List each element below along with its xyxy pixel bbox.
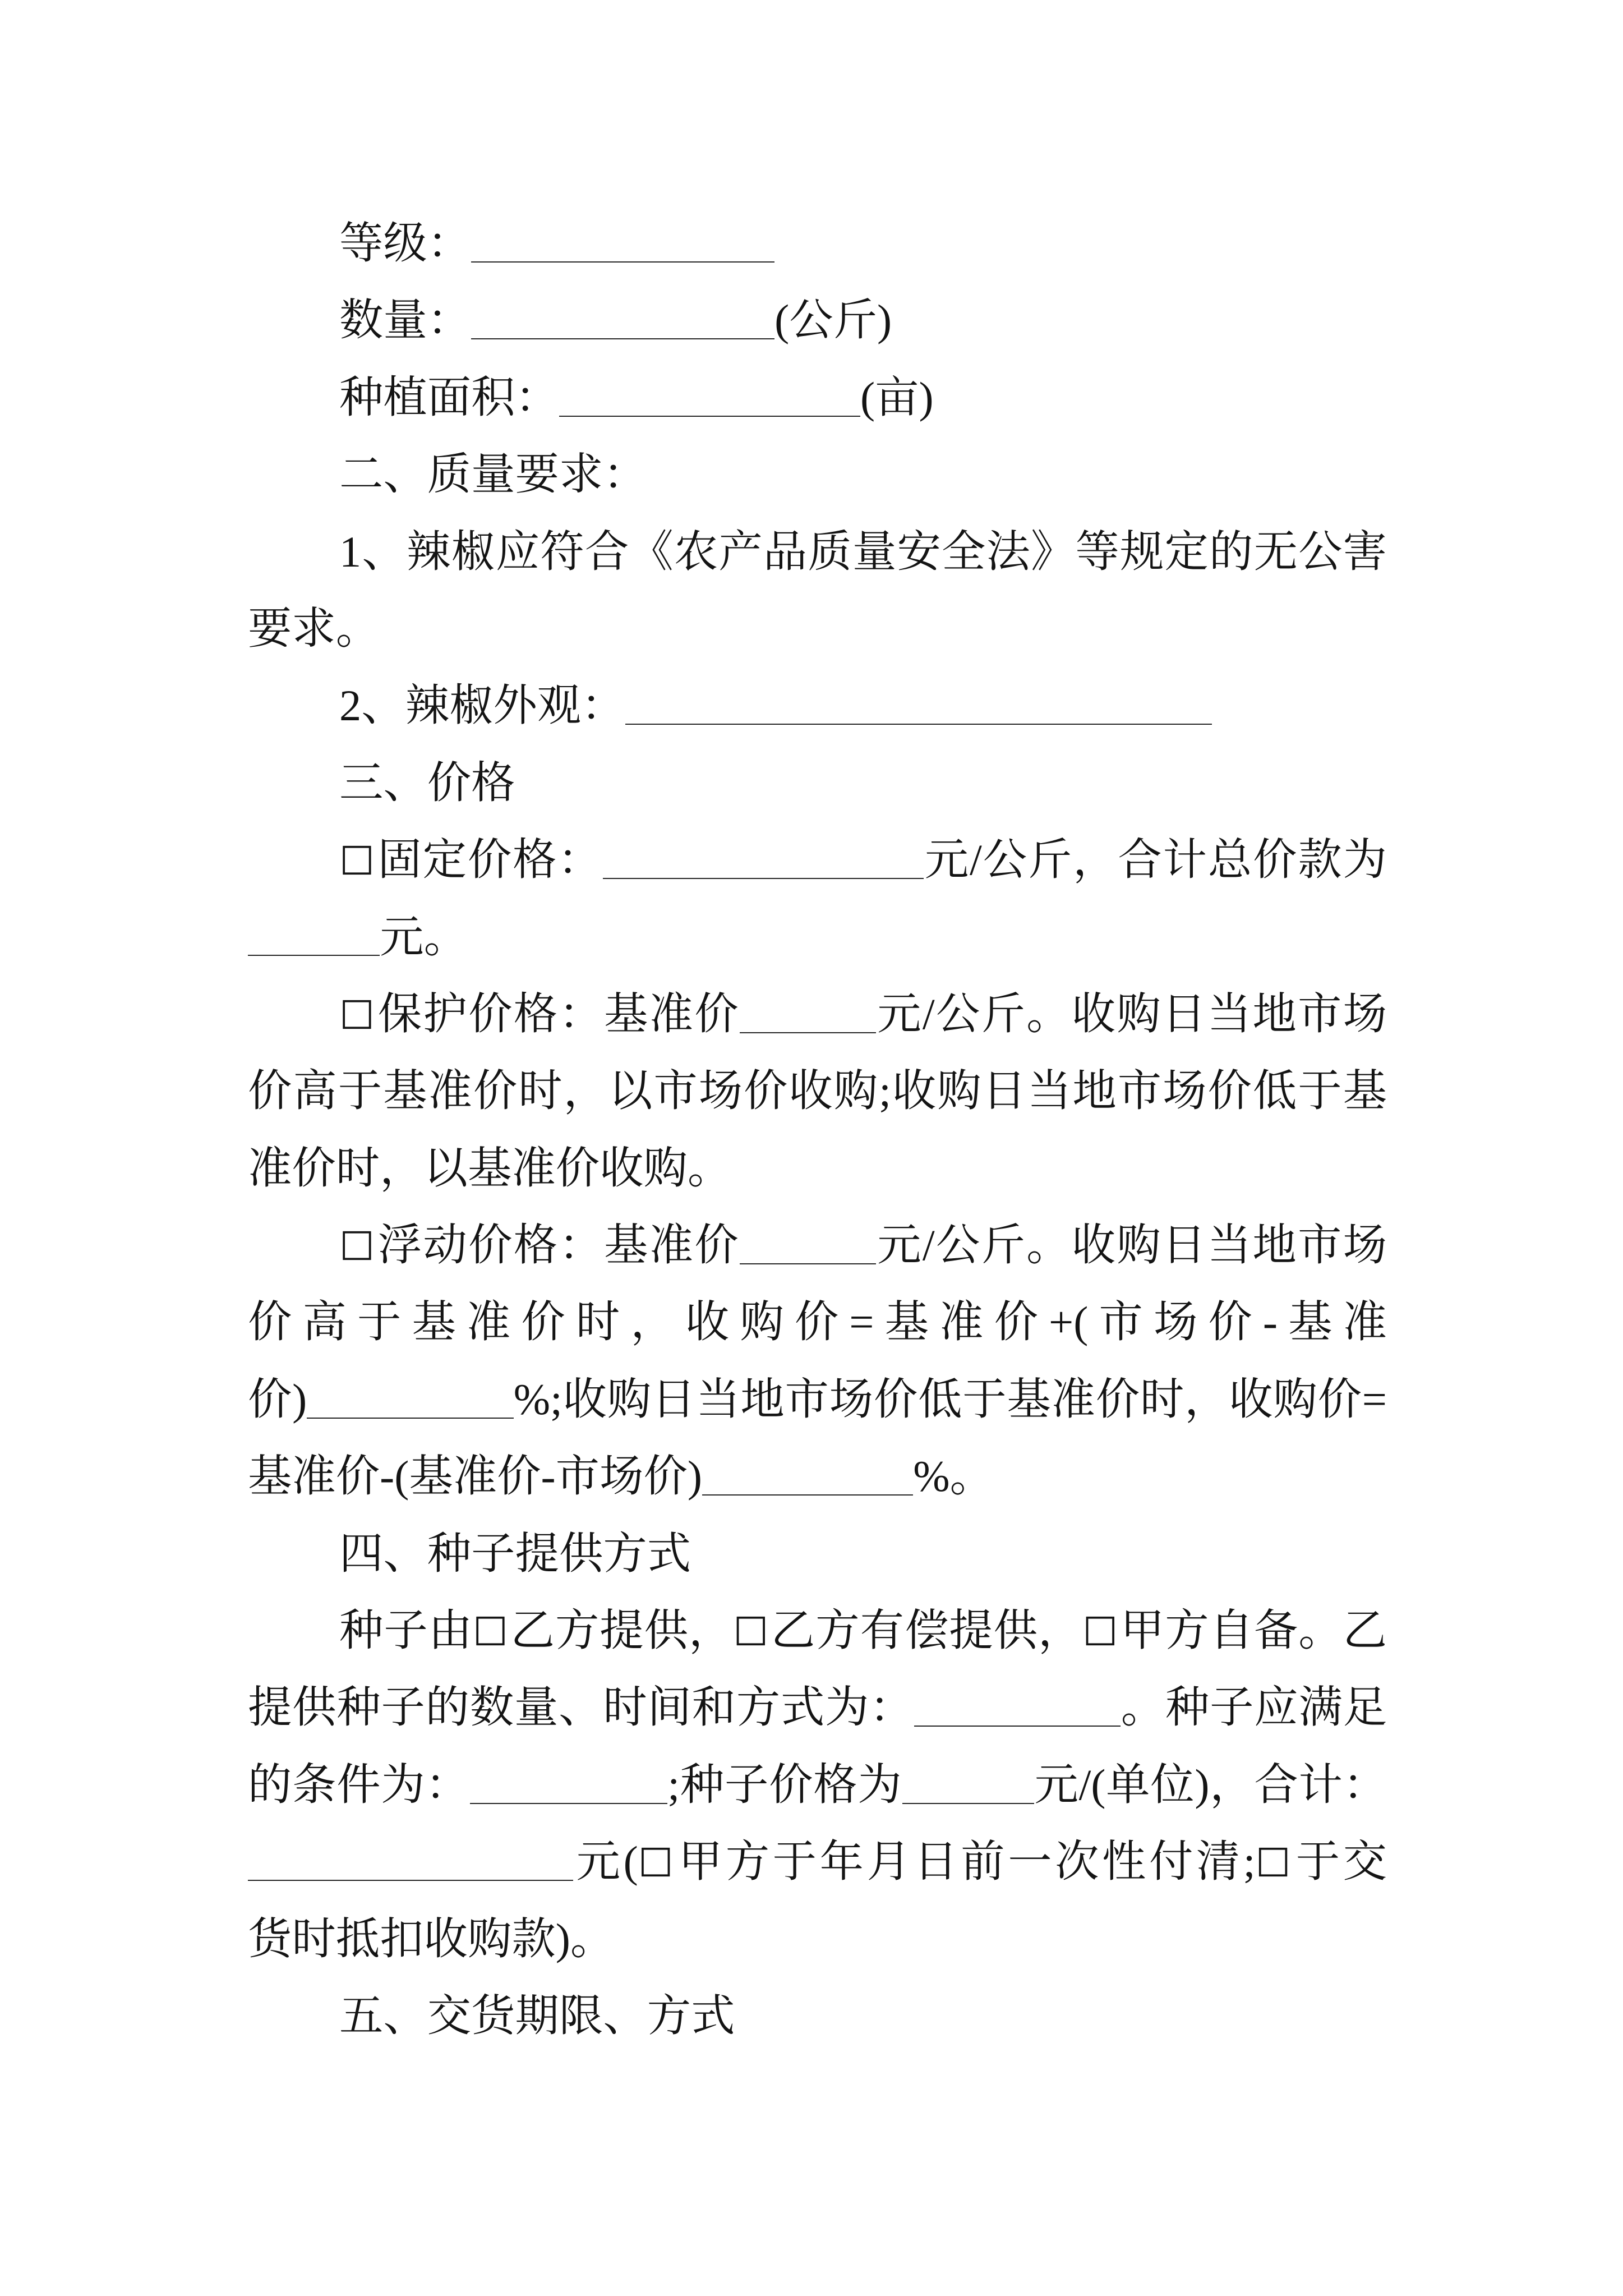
planting-area-label: 种植面积： (339, 372, 559, 422)
floating-price-line (248, 1207, 1387, 1283)
protected-price-label: 保护价格：基准价 (376, 989, 740, 1038)
seed-price-label: ;种子价格为 (667, 1760, 902, 1809)
quality-heading-text: 二、质量要求： (339, 450, 647, 499)
option-deduct-start: 于交 (1293, 1837, 1387, 1887)
checkbox-icon: ☐ (638, 1840, 674, 1887)
protected-price-text: 元/公斤。收购日当地市场 (875, 989, 1387, 1038)
seed-provider-continued-3 (248, 1823, 1387, 1900)
quality-item-1 (248, 513, 1387, 590)
planting-area-unit: (亩) (860, 372, 934, 422)
option-deduct-end: 货时抵扣收购款)。 (248, 1914, 615, 1963)
fixed-price-continued (248, 899, 1387, 976)
seed-provider-continued-1 (248, 1669, 1387, 1746)
checkbox-icon: ☐ (339, 992, 375, 1038)
option-party-a-self: 甲方自备。乙 (1119, 1606, 1387, 1655)
percent-blank-high (307, 1418, 513, 1419)
quantity-label: 数量： (339, 296, 472, 345)
seed-provider-continued-4 (248, 1901, 1387, 1977)
option-pay-once: 甲方于年月日前一次性付清; (675, 1837, 1256, 1887)
grade-label: 等级： (339, 219, 472, 268)
fixed-price-label: 固定价格： (376, 835, 603, 885)
fixed-price-blank (603, 878, 924, 879)
fixed-price-unit-text: 元/公斤，合计总价款为 (923, 835, 1387, 885)
floating-price-label: 浮动价格：基准价 (376, 1221, 740, 1270)
floating-price-continued-3 (248, 1438, 1387, 1515)
seed-heading-text: 四、种子提供方式 (339, 1529, 691, 1578)
protected-price-continued-2 (248, 1130, 1387, 1207)
seed-provider-continued-2 (248, 1746, 1387, 1823)
appearance-blank (625, 724, 1212, 725)
quality-item-1-text: 1、辣椒应符合《农产品质量安全法》等规定的无公害 (339, 527, 1387, 576)
quality-item-1-cont-text: 要求。 (248, 604, 380, 653)
checkbox-icon: ☐ (339, 1223, 375, 1270)
delivery-heading-text: 五、交货期限、方式 (339, 1991, 735, 2040)
checkbox-icon: ☐ (339, 838, 375, 885)
option-party-b-paid: 乙方有偿提供， (770, 1606, 1083, 1655)
floating-price-formula-rest: %;收购日当地市场价低于基准价时，收购价= (513, 1374, 1387, 1424)
checkbox-icon: ☐ (1082, 1609, 1118, 1655)
grade-blank (471, 261, 774, 263)
total-price-blank (248, 955, 380, 956)
appearance-label: 2、辣椒外观： (339, 681, 625, 730)
percent-sign-text: %。 (913, 1452, 994, 1501)
seed-price-blank (902, 1803, 1034, 1804)
seed-condition-label: 的条件为： (248, 1760, 470, 1809)
seed-total-blank (248, 1880, 573, 1881)
protected-base-price-blank (740, 1032, 876, 1033)
delivery-heading (248, 1977, 1387, 2054)
fixed-price-line (248, 821, 1387, 898)
seed-quantity-label: 提供种子的数量、时间和方式为： (248, 1683, 914, 1732)
floating-price-formula-text: 价高于基准价时，收购价=基准价+(市场价-基准 (248, 1297, 1387, 1347)
price-heading-text: 三、价格 (339, 758, 515, 807)
checkbox-icon: ☐ (473, 1609, 508, 1655)
seed-price-unit-text: 元/(单位)，合计： (1034, 1760, 1387, 1809)
checkbox-icon: ☐ (1255, 1840, 1291, 1887)
quantity-line (248, 282, 1387, 358)
quality-heading (248, 436, 1387, 513)
floating-price-formula-low: 基准价-(基准价-市场价) (248, 1452, 702, 1501)
seed-provider-line (248, 1592, 1387, 1669)
price-heading (248, 744, 1387, 821)
floating-price-continued-1 (248, 1283, 1387, 1360)
planting-area-line (248, 359, 1387, 436)
option-party-b-provides: 乙方提供， (510, 1606, 734, 1655)
seed-total-unit: 元( (573, 1837, 638, 1887)
floating-price-continued-2 (248, 1361, 1387, 1438)
protected-price-line (248, 976, 1387, 1052)
protected-price-cont-text: 价高于基准价时，以市场价收购;收购日当地市场价低于基 (248, 1066, 1387, 1116)
floating-base-price-blank (740, 1263, 876, 1264)
protected-price-cont-text-2: 准价时，以基准价收购。 (248, 1143, 732, 1193)
total-price-unit: 元。 (380, 912, 468, 961)
quality-item-1-continued (248, 590, 1387, 667)
floating-price-text: 元/公斤。收购日当地市场 (875, 1221, 1387, 1270)
quality-item-2 (248, 667, 1387, 744)
floating-price-formula-start: 价) (248, 1374, 307, 1424)
seed-provider-label: 种子由 (339, 1606, 473, 1655)
percent-blank-low (702, 1494, 913, 1496)
seed-condition-intro: 。种子应满足 (1121, 1683, 1387, 1732)
planting-area-blank (559, 416, 860, 417)
protected-price-continued-1 (248, 1052, 1387, 1129)
checkbox-icon: ☐ (733, 1609, 769, 1655)
document-body (248, 205, 1387, 2054)
quantity-unit: (公斤) (774, 296, 892, 345)
seed-quantity-blank (914, 1726, 1121, 1727)
seed-heading (248, 1515, 1387, 1592)
quantity-blank (471, 338, 774, 339)
seed-condition-blank (470, 1803, 668, 1804)
grade-line (248, 205, 1387, 282)
